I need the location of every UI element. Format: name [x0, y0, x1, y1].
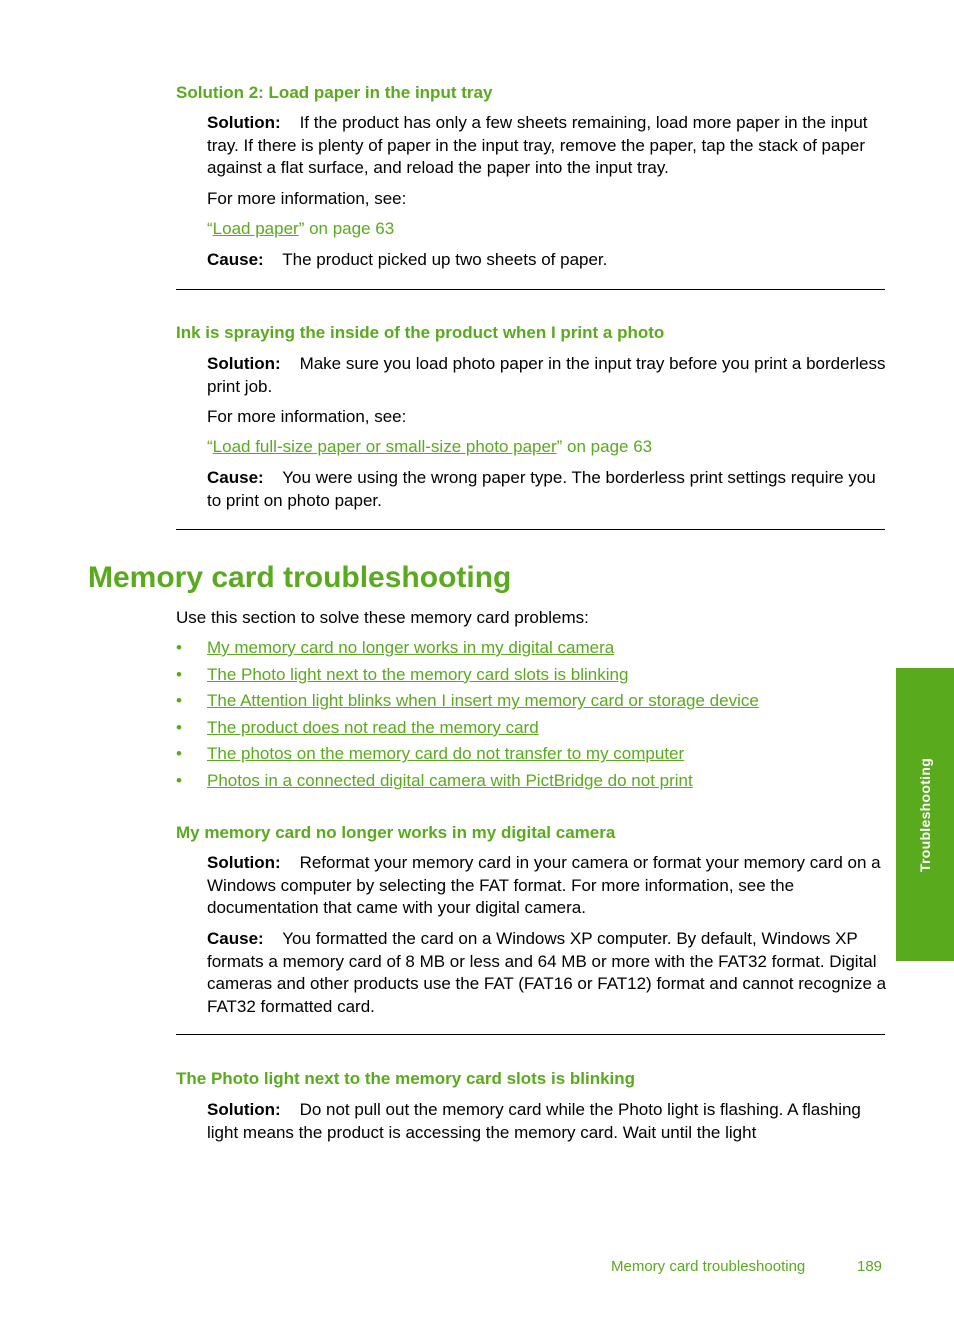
load-paper-link[interactable]	[207, 218, 887, 241]
cause-label: Cause:	[207, 929, 264, 948]
list-item-link[interactable]: The product does not read the memory card	[207, 717, 539, 737]
chapter-side-tab-label: Troubleshooting	[917, 757, 933, 872]
divider	[176, 289, 885, 290]
solution-label: Solution:	[207, 113, 281, 132]
cause-text: You formatted the card on a Windows XP computer. By default, Windows XP formats a memory card of 8 MB or less and 64 MB or more with the FAT32 format. Digital cameras and other products use the FAT (FAT16 or FAT12) format and cannot recognize a FAT32 formatted card.	[207, 929, 887, 1016]
chapter-side-tab	[896, 668, 954, 961]
bullet-icon: •	[176, 638, 182, 657]
load-paper-link-text[interactable]: Load paper	[212, 219, 299, 238]
list-item[interactable]	[176, 664, 759, 691]
list-item-link[interactable]: The photos on the memory card do not transfer to my computer	[207, 744, 685, 764]
cause-paragraph	[207, 467, 887, 512]
list-item-link[interactable]: The Photo light next to the memory card slots is blinking	[207, 664, 629, 684]
solution-paragraph	[207, 1099, 887, 1144]
list-item[interactable]	[176, 637, 759, 664]
solution-text: Make sure you load photo paper in the input tray before you print a borderless print job.	[207, 354, 886, 396]
solution-text: Reformat your memory card in your camera or format your memory card on a Windows computer by selecting the FAT format. For more information, see the documentation that came with your digital camera.	[207, 853, 881, 917]
page-number: 189	[857, 1258, 883, 1275]
load-photo-paper-link[interactable]	[207, 436, 887, 459]
link-page-ref: ” on page 63	[298, 219, 395, 238]
cause-paragraph	[207, 928, 887, 1018]
problem-link-list	[176, 637, 759, 797]
solution-text: Do not pull out the memory card while the Photo light is flashing. A flashing light means the product is accessing the memory card. Wait until the light	[207, 1100, 861, 1142]
list-item-link[interactable]: Photos in a connected digital camera with PictBridge do not print	[207, 770, 693, 790]
list-item[interactable]	[176, 743, 759, 770]
solution-label: Solution:	[207, 354, 281, 373]
section-heading-memory-card-camera: My memory card no longer works in my digital camera	[176, 823, 616, 842]
bullet-icon: •	[176, 717, 182, 737]
solution-paragraph	[207, 852, 887, 920]
cause-paragraph	[207, 249, 887, 272]
section-heading-load-paper: Solution 2: Load paper in the input tray	[176, 83, 493, 102]
page-title: Memory card troubleshooting	[88, 561, 512, 594]
solution-label: Solution:	[207, 1100, 281, 1119]
cause-label: Cause:	[207, 250, 264, 269]
cause-text: You were using the wrong paper type. The borderless print settings require you to print on photo paper.	[207, 468, 876, 510]
link-quote-open: “	[207, 219, 213, 238]
bullet-icon: •	[176, 770, 182, 790]
divider	[176, 1034, 885, 1035]
list-item-link[interactable]: My memory card no longer works in my digital camera	[207, 638, 615, 657]
solution-paragraph	[207, 353, 887, 398]
solution-label: Solution:	[207, 853, 281, 872]
footer-section-title: Memory card troubleshooting	[611, 1258, 806, 1275]
bullet-icon: •	[176, 691, 182, 711]
cause-text: The product picked up two sheets of paper.	[282, 250, 608, 269]
list-item[interactable]	[176, 717, 759, 744]
link-quote-open: “	[207, 437, 213, 456]
more-info-text: For more information, see:	[207, 407, 407, 426]
section-heading-photo-light: The Photo light next to the memory card slots is blinking	[176, 1069, 636, 1088]
list-item[interactable]	[176, 770, 759, 797]
solution-paragraph	[207, 112, 887, 180]
load-photo-paper-link-text[interactable]: Load full-size paper or small-size photo paper	[212, 437, 557, 456]
cause-label: Cause:	[207, 468, 264, 487]
bullet-icon: •	[176, 744, 182, 764]
divider	[176, 529, 885, 530]
bullet-icon: •	[176, 664, 182, 684]
intro-text: Use this section to solve these memory card problems:	[176, 608, 589, 627]
solution-text: If the product has only a few sheets remaining, load more paper in the input tray. If there is plenty of paper in the input tray, remove the paper, tap the stack of paper against a flat surface, and reload the paper into the input tray.	[207, 113, 868, 177]
list-item-link[interactable]: The Attention light blinks when I insert my memory card or storage device	[207, 691, 759, 711]
link-page-ref: ” on page 63	[556, 437, 653, 456]
list-item[interactable]	[176, 690, 759, 717]
more-info-text: For more information, see:	[207, 189, 407, 208]
section-heading-ink-spraying: Ink is spraying the inside of the product when I print a photo	[176, 323, 665, 342]
